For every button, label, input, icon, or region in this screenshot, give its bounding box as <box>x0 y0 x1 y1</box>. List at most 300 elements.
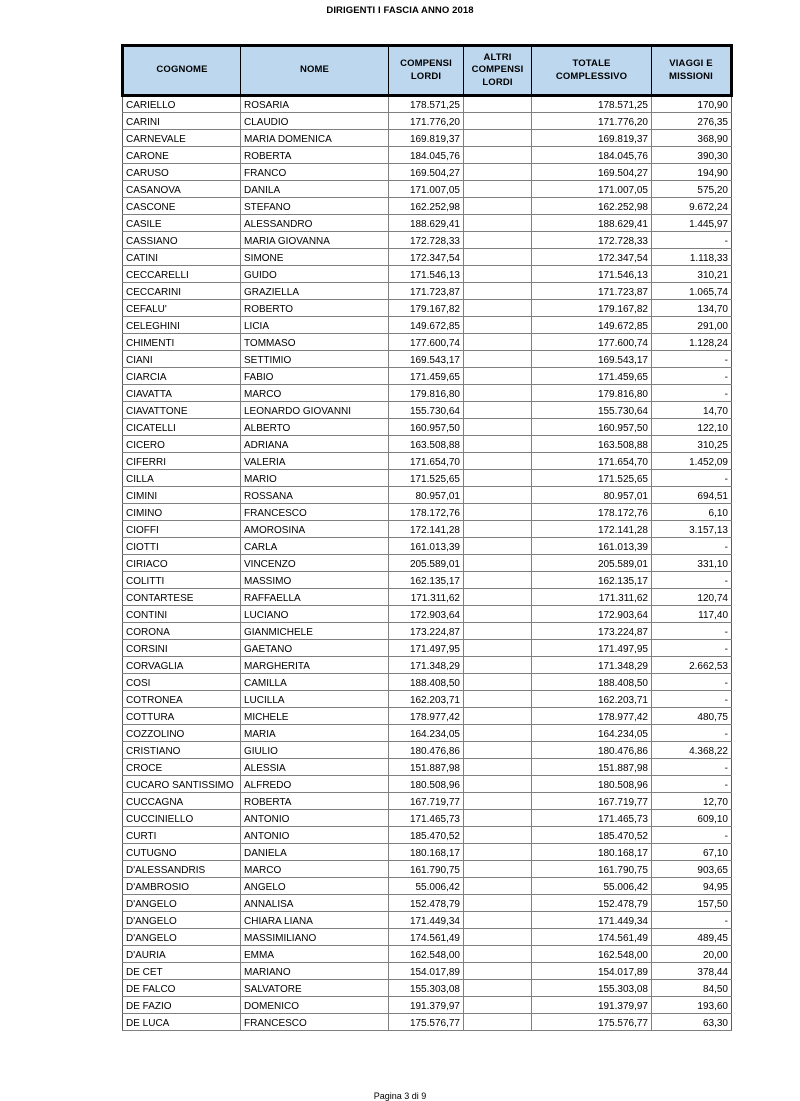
cell-cognome: CIAVATTA <box>123 385 241 402</box>
cell-altri-compensi-lordi <box>464 368 532 385</box>
cell-cognome: CIFERRI <box>123 453 241 470</box>
table-row <box>123 113 732 130</box>
cell-cognome: CUTUGNO <box>123 844 241 861</box>
cell-viaggi-e-missioni: 609,10 <box>652 810 732 827</box>
cell-viaggi-e-missioni: 170,90 <box>652 96 732 113</box>
cell-compensi-lordi: 172.141,28 <box>389 521 464 538</box>
cell-nome: TOMMASO <box>241 334 389 351</box>
cell-viaggi-e-missioni: 480,75 <box>652 708 732 725</box>
column-header-altri-compensi-lordi <box>464 46 532 96</box>
table-row <box>123 572 732 589</box>
cell-viaggi-e-missioni: 117,40 <box>652 606 732 623</box>
cell-nome: ALESSANDRO <box>241 215 389 232</box>
cell-altri-compensi-lordi <box>464 96 532 113</box>
cell-altri-compensi-lordi <box>464 759 532 776</box>
cell-viaggi-e-missioni: 3.157,13 <box>652 521 732 538</box>
table-row <box>123 793 732 810</box>
table-row <box>123 351 732 368</box>
cell-totale-complessivo: 188.408,50 <box>532 674 652 691</box>
cell-cognome: CATINI <box>123 249 241 266</box>
cell-altri-compensi-lordi <box>464 249 532 266</box>
cell-viaggi-e-missioni: 1.445,97 <box>652 215 732 232</box>
cell-compensi-lordi: 171.007,05 <box>389 181 464 198</box>
cell-nome: RAFFAELLA <box>241 589 389 606</box>
cell-totale-complessivo: 160.957,50 <box>532 419 652 436</box>
cell-nome: LICIA <box>241 317 389 334</box>
cell-altri-compensi-lordi <box>464 844 532 861</box>
cell-cognome: CORONA <box>123 623 241 640</box>
cell-totale-complessivo: 178.977,42 <box>532 708 652 725</box>
cell-nome: CARLA <box>241 538 389 555</box>
cell-altri-compensi-lordi <box>464 470 532 487</box>
cell-cognome: CORSINI <box>123 640 241 657</box>
cell-compensi-lordi: 171.465,73 <box>389 810 464 827</box>
page-title: DIRIGENTI I FASCIA ANNO 2018 <box>326 5 474 16</box>
cell-cognome: CASCONE <box>123 198 241 215</box>
cell-compensi-lordi: 171.449,34 <box>389 912 464 929</box>
cell-totale-complessivo: 172.141,28 <box>532 521 652 538</box>
cell-altri-compensi-lordi <box>464 657 532 674</box>
cell-viaggi-e-missioni: 4.368,22 <box>652 742 732 759</box>
cell-cognome: COSI <box>123 674 241 691</box>
cell-altri-compensi-lordi <box>464 419 532 436</box>
cell-compensi-lordi: 179.167,82 <box>389 300 464 317</box>
cell-nome: GRAZIELLA <box>241 283 389 300</box>
cell-cognome: D'ANGELO <box>123 929 241 946</box>
table-row <box>123 623 732 640</box>
cell-viaggi-e-missioni: - <box>652 538 732 555</box>
cell-totale-complessivo: 163.508,88 <box>532 436 652 453</box>
cell-compensi-lordi: 174.561,49 <box>389 929 464 946</box>
cell-nome: EMMA <box>241 946 389 963</box>
cell-altri-compensi-lordi <box>464 164 532 181</box>
cell-compensi-lordi: 154.017,89 <box>389 963 464 980</box>
cell-nome: ALESSIA <box>241 759 389 776</box>
cell-altri-compensi-lordi <box>464 861 532 878</box>
cell-altri-compensi-lordi <box>464 742 532 759</box>
cell-viaggi-e-missioni: 193,60 <box>652 997 732 1014</box>
cell-nome: MARIA <box>241 725 389 742</box>
cell-compensi-lordi: 180.508,96 <box>389 776 464 793</box>
cell-viaggi-e-missioni: 378,44 <box>652 963 732 980</box>
cell-cognome: CASSIANO <box>123 232 241 249</box>
cell-cognome: CECCARELLI <box>123 266 241 283</box>
cell-viaggi-e-missioni: - <box>652 572 732 589</box>
cell-cognome: CIMINO <box>123 504 241 521</box>
table-row <box>123 368 732 385</box>
table-row <box>123 929 732 946</box>
cell-cognome: CARUSO <box>123 164 241 181</box>
cell-compensi-lordi: 171.497,95 <box>389 640 464 657</box>
cell-totale-complessivo: 171.776,20 <box>532 113 652 130</box>
cell-viaggi-e-missioni: 63,30 <box>652 1014 732 1031</box>
cell-cognome: CUCCINIELLO <box>123 810 241 827</box>
cell-viaggi-e-missioni: - <box>652 385 732 402</box>
cell-nome: ANTONIO <box>241 810 389 827</box>
column-header-cognome <box>123 46 241 96</box>
cell-nome: FRANCO <box>241 164 389 181</box>
cell-altri-compensi-lordi <box>464 130 532 147</box>
cell-viaggi-e-missioni: 390,30 <box>652 147 732 164</box>
cell-compensi-lordi: 164.234,05 <box>389 725 464 742</box>
cell-altri-compensi-lordi <box>464 402 532 419</box>
cell-cognome: CONTINI <box>123 606 241 623</box>
cell-altri-compensi-lordi <box>464 980 532 997</box>
cell-viaggi-e-missioni: - <box>652 759 732 776</box>
cell-compensi-lordi: 169.819,37 <box>389 130 464 147</box>
cell-viaggi-e-missioni: - <box>652 623 732 640</box>
cell-viaggi-e-missioni: 331,10 <box>652 555 732 572</box>
cell-totale-complessivo: 161.790,75 <box>532 861 652 878</box>
cell-nome: ALFREDO <box>241 776 389 793</box>
cell-totale-complessivo: 167.719,77 <box>532 793 652 810</box>
cell-compensi-lordi: 180.476,86 <box>389 742 464 759</box>
cell-altri-compensi-lordi <box>464 266 532 283</box>
cell-cognome: CUCARO SANTISSIMO <box>123 776 241 793</box>
cell-nome: MASSIMO <box>241 572 389 589</box>
table-row <box>123 470 732 487</box>
cell-totale-complessivo: 180.508,96 <box>532 776 652 793</box>
cell-compensi-lordi: 171.525,65 <box>389 470 464 487</box>
cell-compensi-lordi: 185.470,52 <box>389 827 464 844</box>
cell-compensi-lordi: 171.459,65 <box>389 368 464 385</box>
cell-nome: AMOROSINA <box>241 521 389 538</box>
table-row <box>123 538 732 555</box>
table-row <box>123 385 732 402</box>
cell-nome: LEONARDO GIOVANNI <box>241 402 389 419</box>
cell-compensi-lordi: 149.672,85 <box>389 317 464 334</box>
cell-cognome: CARONE <box>123 147 241 164</box>
cell-cognome: DE CET <box>123 963 241 980</box>
table-row <box>123 1014 732 1031</box>
cell-totale-complessivo: 171.311,62 <box>532 589 652 606</box>
cell-compensi-lordi: 169.543,17 <box>389 351 464 368</box>
cell-totale-complessivo: 205.589,01 <box>532 555 652 572</box>
cell-cognome: COTTURA <box>123 708 241 725</box>
cell-altri-compensi-lordi <box>464 198 532 215</box>
cell-cognome: CUCCAGNA <box>123 793 241 810</box>
cell-totale-complessivo: 174.561,49 <box>532 929 652 946</box>
cell-nome: FRANCESCO <box>241 504 389 521</box>
cell-totale-complessivo: 172.347,54 <box>532 249 652 266</box>
table-row <box>123 198 732 215</box>
cell-nome: LUCIANO <box>241 606 389 623</box>
cell-totale-complessivo: 151.887,98 <box>532 759 652 776</box>
header-line: TOTALE <box>572 57 611 69</box>
cell-altri-compensi-lordi <box>464 674 532 691</box>
cell-cognome: CIOTTI <box>123 538 241 555</box>
table-row <box>123 300 732 317</box>
cell-nome: SALVATORE <box>241 980 389 997</box>
cell-nome: CLAUDIO <box>241 113 389 130</box>
cell-cognome: CIMINI <box>123 487 241 504</box>
header-line: COGNOME <box>156 64 208 76</box>
table-row <box>123 742 732 759</box>
cell-compensi-lordi: 184.045,76 <box>389 147 464 164</box>
cell-compensi-lordi: 179.816,80 <box>389 385 464 402</box>
table-row <box>123 181 732 198</box>
cell-nome: DANIELA <box>241 844 389 861</box>
cell-totale-complessivo: 171.459,65 <box>532 368 652 385</box>
cell-nome: SIMONE <box>241 249 389 266</box>
cell-compensi-lordi: 180.168,17 <box>389 844 464 861</box>
cell-compensi-lordi: 172.728,33 <box>389 232 464 249</box>
cell-altri-compensi-lordi <box>464 521 532 538</box>
cell-nome: ROSSANA <box>241 487 389 504</box>
cell-compensi-lordi: 175.576,77 <box>389 1014 464 1031</box>
cell-altri-compensi-lordi <box>464 436 532 453</box>
cell-altri-compensi-lordi <box>464 283 532 300</box>
cell-cognome: CELEGHINI <box>123 317 241 334</box>
table-row <box>123 776 732 793</box>
cell-viaggi-e-missioni: - <box>652 640 732 657</box>
header-line: COMPENSI <box>400 57 452 69</box>
cell-viaggi-e-missioni: - <box>652 351 732 368</box>
cell-totale-complessivo: 180.476,86 <box>532 742 652 759</box>
cell-totale-complessivo: 180.168,17 <box>532 844 652 861</box>
cell-nome: MARIO <box>241 470 389 487</box>
cell-viaggi-e-missioni: - <box>652 674 732 691</box>
cell-viaggi-e-missioni: 84,50 <box>652 980 732 997</box>
cell-altri-compensi-lordi <box>464 912 532 929</box>
cell-totale-complessivo: 171.449,34 <box>532 912 652 929</box>
cell-compensi-lordi: 171.348,29 <box>389 657 464 674</box>
table-header <box>123 46 732 96</box>
cell-altri-compensi-lordi <box>464 691 532 708</box>
table-row <box>123 963 732 980</box>
column-header-compensi-lordi <box>389 46 464 96</box>
cell-totale-complessivo: 155.730,64 <box>532 402 652 419</box>
cell-compensi-lordi: 167.719,77 <box>389 793 464 810</box>
cell-compensi-lordi: 161.013,39 <box>389 538 464 555</box>
cell-cognome: CROCE <box>123 759 241 776</box>
cell-viaggi-e-missioni: 194,90 <box>652 164 732 181</box>
table-row <box>123 674 732 691</box>
cell-totale-complessivo: 55.006,42 <box>532 878 652 895</box>
cell-compensi-lordi: 162.548,00 <box>389 946 464 963</box>
table-row <box>123 317 732 334</box>
cell-nome: FRANCESCO <box>241 1014 389 1031</box>
table-row <box>123 708 732 725</box>
table-row <box>123 334 732 351</box>
cell-altri-compensi-lordi <box>464 776 532 793</box>
cell-cognome: D'AURIA <box>123 946 241 963</box>
cell-altri-compensi-lordi <box>464 793 532 810</box>
cell-totale-complessivo: 164.234,05 <box>532 725 652 742</box>
cell-nome: ANTONIO <box>241 827 389 844</box>
cell-cognome: CECCARINI <box>123 283 241 300</box>
table-row <box>123 759 732 776</box>
cell-totale-complessivo: 162.135,17 <box>532 572 652 589</box>
header-line: COMPLESSIVO <box>555 70 628 82</box>
cell-cognome: CIOFFI <box>123 521 241 538</box>
table-row <box>123 249 732 266</box>
cell-cognome: D'ALESSANDRIS <box>123 861 241 878</box>
table-row <box>123 232 732 249</box>
cell-cognome: CASILE <box>123 215 241 232</box>
cell-totale-complessivo: 162.203,71 <box>532 691 652 708</box>
cell-nome: ANNALISA <box>241 895 389 912</box>
cell-viaggi-e-missioni: 12,70 <box>652 793 732 810</box>
cell-viaggi-e-missioni: 310,25 <box>652 436 732 453</box>
cell-viaggi-e-missioni: 1.065,74 <box>652 283 732 300</box>
cell-viaggi-e-missioni: 489,45 <box>652 929 732 946</box>
cell-nome: STEFANO <box>241 198 389 215</box>
table-header-row <box>123 46 732 96</box>
cell-nome: VALERIA <box>241 453 389 470</box>
cell-totale-complessivo: 169.504,27 <box>532 164 652 181</box>
cell-compensi-lordi: 188.629,41 <box>389 215 464 232</box>
cell-totale-complessivo: 155.303,08 <box>532 980 652 997</box>
cell-cognome: CILLA <box>123 470 241 487</box>
cell-cognome: CHIMENTI <box>123 334 241 351</box>
cell-viaggi-e-missioni: 2.662,53 <box>652 657 732 674</box>
cell-viaggi-e-missioni: - <box>652 232 732 249</box>
cell-cognome: CIAVATTONE <box>123 402 241 419</box>
cell-totale-complessivo: 161.013,39 <box>532 538 652 555</box>
cell-compensi-lordi: 171.654,70 <box>389 453 464 470</box>
cell-compensi-lordi: 80.957,01 <box>389 487 464 504</box>
cell-nome: ALBERTO <box>241 419 389 436</box>
cell-cognome: D'AMBROSIO <box>123 878 241 895</box>
table-row <box>123 827 732 844</box>
cell-totale-complessivo: 175.576,77 <box>532 1014 652 1031</box>
cell-cognome: CIARCIA <box>123 368 241 385</box>
cell-totale-complessivo: 172.903,64 <box>532 606 652 623</box>
cell-nome: CAMILLA <box>241 674 389 691</box>
cell-cognome: COLITTI <box>123 572 241 589</box>
cell-viaggi-e-missioni: 1.452,09 <box>652 453 732 470</box>
table-row <box>123 555 732 572</box>
cell-altri-compensi-lordi <box>464 878 532 895</box>
cell-viaggi-e-missioni: 1.118,33 <box>652 249 732 266</box>
cell-altri-compensi-lordi <box>464 538 532 555</box>
table-row <box>123 419 732 436</box>
table-row <box>123 980 732 997</box>
cell-cognome: CEFALU' <box>123 300 241 317</box>
cell-viaggi-e-missioni: 94,95 <box>652 878 732 895</box>
table-row <box>123 657 732 674</box>
cell-compensi-lordi: 178.571,25 <box>389 96 464 113</box>
cell-nome: ADRIANA <box>241 436 389 453</box>
cell-totale-complessivo: 184.045,76 <box>532 147 652 164</box>
cell-altri-compensi-lordi <box>464 113 532 130</box>
table-row <box>123 453 732 470</box>
cell-altri-compensi-lordi <box>464 946 532 963</box>
cell-altri-compensi-lordi <box>464 929 532 946</box>
cell-totale-complessivo: 169.543,17 <box>532 351 652 368</box>
table-row <box>123 521 732 538</box>
cell-compensi-lordi: 152.478,79 <box>389 895 464 912</box>
cell-nome: GIULIO <box>241 742 389 759</box>
cell-viaggi-e-missioni: 9.672,24 <box>652 198 732 215</box>
column-header-totale-complessivo <box>532 46 652 96</box>
cell-viaggi-e-missioni: - <box>652 470 732 487</box>
cell-viaggi-e-missioni: 67,10 <box>652 844 732 861</box>
cell-altri-compensi-lordi <box>464 555 532 572</box>
cell-totale-complessivo: 169.819,37 <box>532 130 652 147</box>
cell-nome: MARIA DOMENICA <box>241 130 389 147</box>
cell-cognome: DE FAZIO <box>123 997 241 1014</box>
cell-altri-compensi-lordi <box>464 147 532 164</box>
header-line: VIAGGI E <box>669 57 713 69</box>
cell-cognome: CICERO <box>123 436 241 453</box>
salary-table-container <box>121 44 730 1031</box>
cell-altri-compensi-lordi <box>464 1014 532 1031</box>
table-row <box>123 283 732 300</box>
cell-viaggi-e-missioni: 310,21 <box>652 266 732 283</box>
cell-viaggi-e-missioni: 6,10 <box>652 504 732 521</box>
cell-compensi-lordi: 163.508,88 <box>389 436 464 453</box>
table-row <box>123 215 732 232</box>
column-header-viaggi-e-missioni <box>652 46 732 96</box>
cell-altri-compensi-lordi <box>464 453 532 470</box>
cell-totale-complessivo: 172.728,33 <box>532 232 652 249</box>
cell-viaggi-e-missioni: 903,65 <box>652 861 732 878</box>
cell-viaggi-e-missioni: - <box>652 827 732 844</box>
cell-totale-complessivo: 179.167,82 <box>532 300 652 317</box>
cell-cognome: CASANOVA <box>123 181 241 198</box>
cell-totale-complessivo: 178.172,76 <box>532 504 652 521</box>
cell-altri-compensi-lordi <box>464 589 532 606</box>
cell-cognome: COZZOLINO <box>123 725 241 742</box>
header-line: LORDI <box>482 76 513 88</box>
cell-altri-compensi-lordi <box>464 810 532 827</box>
cell-viaggi-e-missioni: 694,51 <box>652 487 732 504</box>
cell-nome: DANILA <box>241 181 389 198</box>
table-row <box>123 606 732 623</box>
cell-compensi-lordi: 162.135,17 <box>389 572 464 589</box>
cell-nome: ROBERTA <box>241 147 389 164</box>
cell-totale-complessivo: 188.629,41 <box>532 215 652 232</box>
cell-viaggi-e-missioni: 575,20 <box>652 181 732 198</box>
cell-cognome: CRISTIANO <box>123 742 241 759</box>
cell-altri-compensi-lordi <box>464 334 532 351</box>
table-row <box>123 147 732 164</box>
cell-nome: ANGELO <box>241 878 389 895</box>
cell-altri-compensi-lordi <box>464 606 532 623</box>
table-row <box>123 130 732 147</box>
cell-compensi-lordi: 177.600,74 <box>389 334 464 351</box>
cell-compensi-lordi: 191.379,97 <box>389 997 464 1014</box>
cell-totale-complessivo: 178.571,25 <box>532 96 652 113</box>
table-row <box>123 691 732 708</box>
table-row <box>123 589 732 606</box>
header-line: NOME <box>299 64 330 76</box>
cell-viaggi-e-missioni: 14,70 <box>652 402 732 419</box>
cell-cognome: CIANI <box>123 351 241 368</box>
column-header-nome <box>241 46 389 96</box>
cell-cognome: DE FALCO <box>123 980 241 997</box>
cell-cognome: CARIELLO <box>123 96 241 113</box>
cell-cognome: CICATELLI <box>123 419 241 436</box>
header-line: ALTRI <box>483 51 512 63</box>
cell-viaggi-e-missioni: 120,74 <box>652 589 732 606</box>
cell-viaggi-e-missioni: 157,50 <box>652 895 732 912</box>
table-row <box>123 861 732 878</box>
cell-totale-complessivo: 80.957,01 <box>532 487 652 504</box>
cell-altri-compensi-lordi <box>464 963 532 980</box>
cell-cognome: CURTI <box>123 827 241 844</box>
cell-cognome: CONTARTESE <box>123 589 241 606</box>
cell-nome: MARIANO <box>241 963 389 980</box>
cell-altri-compensi-lordi <box>464 725 532 742</box>
cell-altri-compensi-lordi <box>464 504 532 521</box>
table-row <box>123 402 732 419</box>
cell-compensi-lordi: 188.408,50 <box>389 674 464 691</box>
cell-compensi-lordi: 178.172,76 <box>389 504 464 521</box>
cell-compensi-lordi: 171.776,20 <box>389 113 464 130</box>
